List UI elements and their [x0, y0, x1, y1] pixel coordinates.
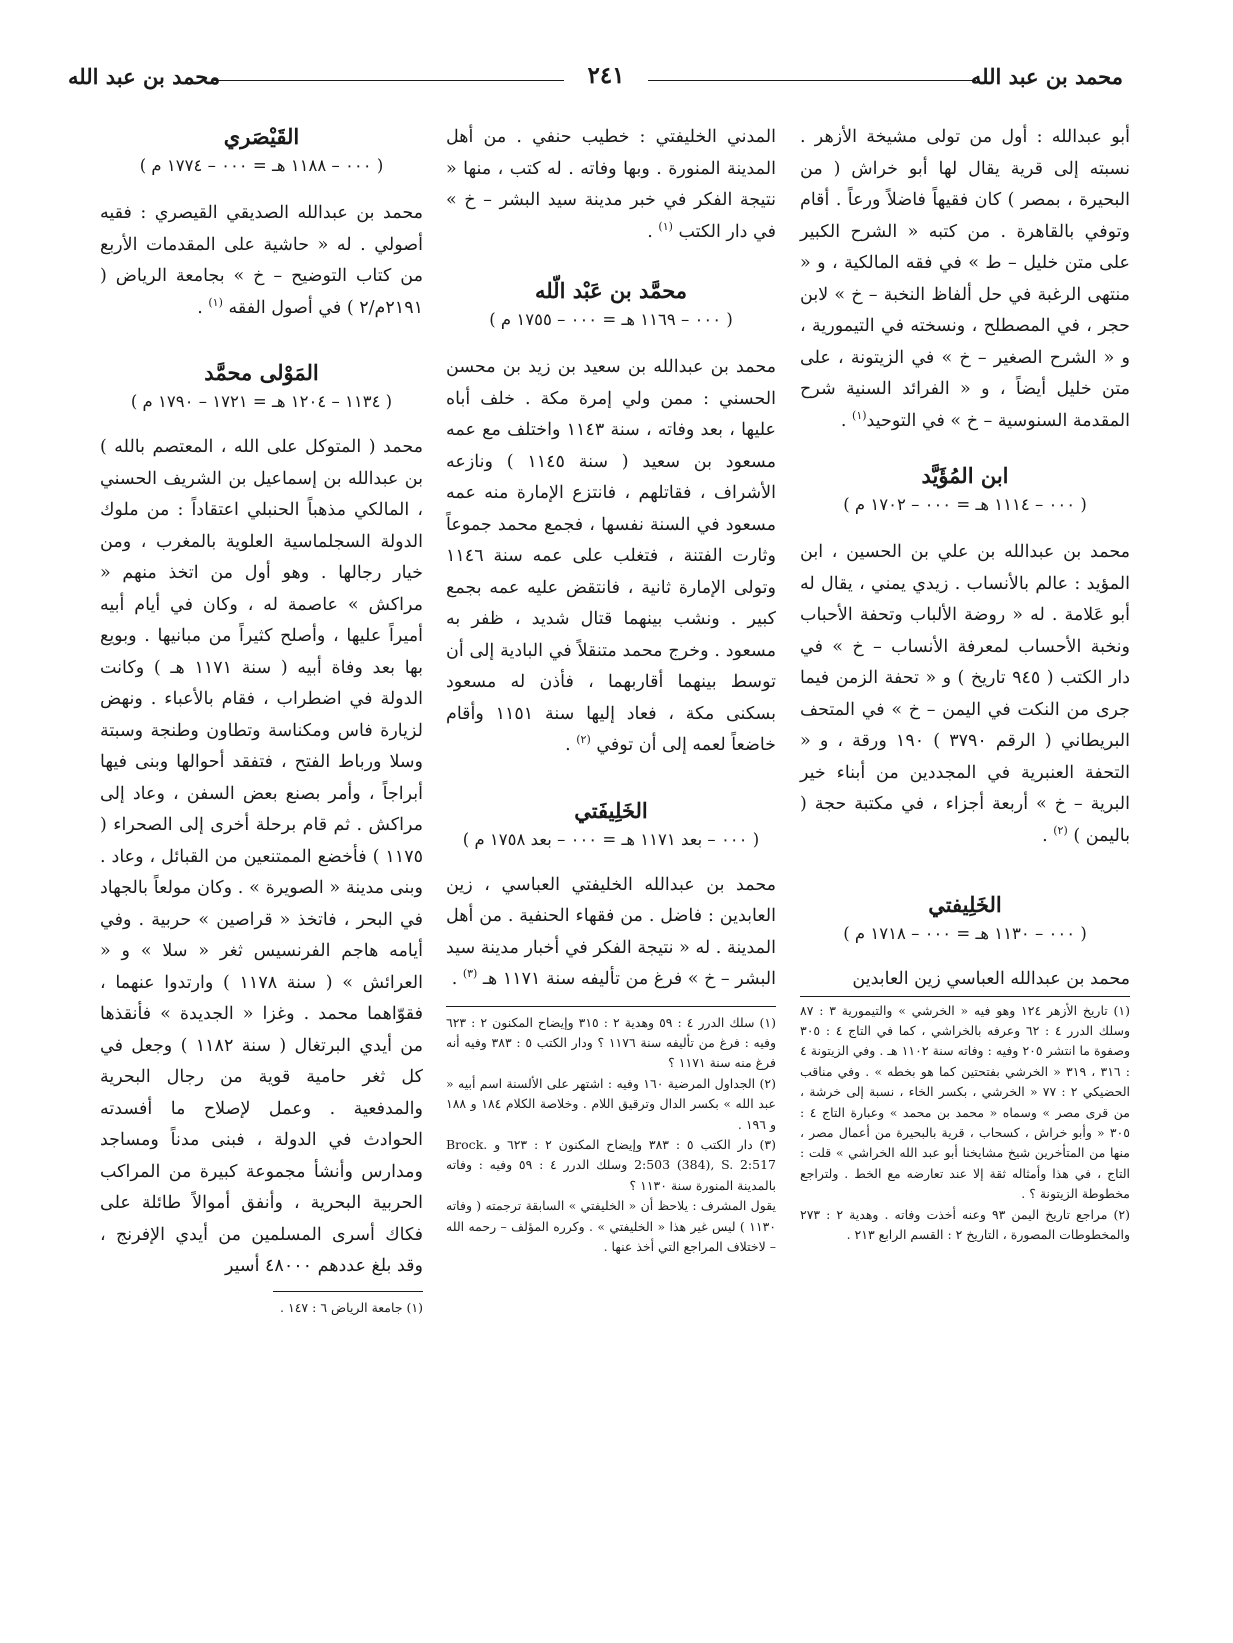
header-rule-right [648, 80, 976, 81]
editor-note: يقول المشرف : يلاحظ أن « الخليفتي » السابقة ترجمته ( وفاته ١١٣٠ ) ليس غير هذا « الخليفتي » . وكرره المؤلف – رحمه الله – لاختلاف المراجع التي أخذ عنها . [446, 1198, 776, 1254]
entry-title-muhammad-bin-abdullah: محمَّد بن عَبْد الّله [534, 278, 688, 303]
entry-title-alqaysari: القَيْصَري [223, 124, 300, 149]
entry-text-alkhalifati-2: محمد بن عبدالله الخليفتي العباسي ، زين العابدين : فاضل . من فقهاء الحنفية . من أهل المدينة . له « نتيجة الفكر في أخبار مدينة سيد البشر – خ » فرغ من تأليفه سنة ١١٧١ هـ $^{(٣)}$ . [446, 874, 776, 989]
entry-text-ibn-almuayyad: محمد بن عبدالله بن علي بن الحسين ، ابن المؤيد : عالم بالأنساب . زيدي يمني ، يقال له أبو عَلامة . له « روضة الألباب وتحفة الأحباب ونخبة الأحساب لمعرفة الأنساب – خ » في دار الكتب ( ٩٤٥ تاريخ ) و « تحفة الزمن فيما جرى من النكت في اليمن – خ » في المتحف البريطاني ( الرقم ٣٧٩٠ ) ١٩٠ ورقة ، و « التحفة العنبرية في المجددين من أبناء خير البرية – خ » أربعة أجزاء ، في مكتبة حجة ( باليمن ) $^{(٢)}$ . [800, 542, 1130, 846]
right-column [800, 122, 1130, 1245]
entry-title-ibn-almuayyad: ابن المُؤَيَّد [921, 463, 1009, 488]
entry-dates-ibn-almuayyad: ( ٠٠٠ – ١١١٤ هـ = ٠٠٠ – ١٧٠٢ م ) [843, 495, 1087, 514]
entry-dates-alkhalifati: ( ٠٠٠ – ١١٣٠ هـ = ٠٠٠ – ١٧١٨ م ) [843, 924, 1087, 943]
left-column [100, 122, 423, 1318]
middle-column [446, 122, 776, 1257]
entry-text-alqaysari: محمد بن عبدالله الصديقي القيصري : فقيه أصولي . له « حاشية على المقدمات الأربع من كتاب التوضيح – خ » بجامعة الرياض ( ٢١٩١م/٢ ) في أصول الفقه $^{(١)}$ . [100, 203, 423, 318]
page-number: ٢٤١ [587, 62, 625, 89]
entry-continuation-text: أبو عبدالله : أول من تولى مشيخة الأزهر . نسبته إلى قرية يقال لها أبو خراش ( من البحيرة ، بمصر ) كان فقيهاً فاضلاً ورعاً . أقام وتوفي بالقاهرة . من كتبه « الشرح الكبير على متن خليل – ط » في فقه المالكية ، و « منتهى الرغبة في حل ألفاظ النخبة – خ » لابن حجر ، في المصطلح ، ونسخته في التيمورية ، و « الشرح الصغير – خ » في الزيتونة ، على متن خليل أيضاً ، و « الفرائد السنية شرح المقدمة السنوسية – خ » في التوحيد$^{(١)}$ . [800, 127, 1130, 431]
entry-dates-muhammad-bin-abdullah: ( ٠٠٠ – ١١٦٩ هـ = ٠٠٠ – ١٧٥٥ م ) [489, 310, 733, 329]
entry-continuation-text: المدني الخليفتي : خطيب حنفي . من أهل المدينة المنورة . وبها وفاته . له كتب ، منها « نتيجة الفكر في خبر مدينة سيد البشر – خ » في دار الكتب $^{(١)}$ . [446, 127, 776, 242]
entry-title-alkhalifati: الخَلِيفتي [928, 892, 1002, 917]
entry-dates-alqaysari: ( ٠٠٠ – ١١٨٨ هـ = ٠٠٠ – ١٧٧٤ م ) [139, 156, 384, 175]
entry-title-almawla-muhammad: المَوْلى محمَّد [204, 360, 319, 385]
footnotes-middle [446, 1013, 776, 1258]
footnote-rule [446, 1006, 776, 1007]
entry-dates-alkhalifati-2: ( ٠٠٠ – بعد ١١٧١ هـ = ٠٠٠ – بعد ١٧٥٨ م ) [462, 829, 760, 849]
entry-text-muhammad-bin-abdullah: محمد بن عبدالله بن سعيد بن زيد بن محسن الحسني : ممن ولي إمرة مكة . خلف أباه عليها ، بعد وفاته ، سنة ١١٤٣ واختلف مع عمه مسعود بن سعيد ( سنة ١١٤٥ ) ونازعه الأشراف ، فقاتلهم ، فانتزع الإمارة منه عمه مسعود في السنة نفسها ، فجمع محمد جموعاً وثارت الفتنة ، فتغلب على عمه سنة ١١٤٦ وتولى الإمارة ثانية ، فانتقض عليه عمه بجمع كبير . ونشب بينهما قتال شديد ، ظفر به مسعود . وخرج محمد متنقلاً في البادية إلى أن توسط بينهما أقاربهما ، فأذن له مسعود بسكنى مكة ، فعاد إليها سنة ١١٥١ وأقام خاضعاً لعمه إلى أن توفي $^{(٢)}$ . [446, 357, 776, 755]
entry-text-alkhalifati: محمد بن عبدالله العباسي زين العابدين [852, 969, 1130, 989]
header-title-left: محمد بن عبد الله [68, 64, 221, 89]
running-header [68, 58, 1123, 102]
entry-title-alkhalifati-2: الخَلِيفَتي [574, 797, 648, 823]
footnote-1: (١) سلك الدرر ٤ : ٥٩ وهدية ٢ : ٣١٥ وإيضاح المكنون ٢ : ٦٢٣ وفيه : فرغ من تأليفه سنة ١١٧٦ ؟ ودار الكتب ٥ : ٣٨٣ وفيه أنه فرغ منه سنة ١١٧١ ؟ [446, 1014, 777, 1071]
footnote-2: (٢) الجداول المرضية ١٦٠ وفيه : اشتهر على الألسنة اسم أبيه « عبد الله » بكسر الدال وترقيق اللام . وخلاصة الكلام ١٨٤ و ١٨٨ و ١٩٦ . [446, 1075, 776, 1132]
header-rule-left [214, 80, 564, 81]
entry-text-almawla-muhammad: محمد ( المتوكل على الله ، المعتصم بالله ) بن عبدالله بن إسماعيل بن الشريف الحسني ، المالكي مذهباً الحنبلي اعتقاداً : من ملوك الدولة السجلماسية العلوية بالمغرب ، ومن خيار رجالها . وهو أول من اتخذ منهم « مراكش » عاصمة له ، وكان في أيام أبيه أميراً عليها ، وأصلح كثيراً من مبانيها . وبويع بها بعد وفاة أبيه ( سنة ١١٧١ هـ ) وكانت الدولة في اضطراب ، فقام بالأعباء . ونهض لزيارة فاس ومكناسة وتطاون وطنجة وسبتة وسلا ورباط الفتح ، فتفقد أحوالها وبنى فيها أبراجاً ، وأمر بصنع بعض السفن ، وعاد إلى مراكش . ثم قام برحلة أخرى إلى الصحراء ( ١١٧٥ ) فأخضع الممتنعين من القبائل ، وعاد . وبنى مدينة « الصويرة » . وكان مولعاً بالجهاد في البحر ، فاتخذ « قراصين » حربية . وفي أيامه هاجم الفرنسيس ثغر « سلا » و « العرائش » ( سنة ١١٧٨ ) وارتدوا عنهما ، فقوّاهما محمد . وغزا « الجديدة » فأنقذها من أيدي البرتغال ( سنة ١١٨٢ ) وجعل في كل ثغر حامية قوية من رجال البحرية والمدفعية . وعمل لإصلاح ما أفسدته الحوادث في الدولة ، فبنى مدناً ومساجد ومدارس وأنشأ مجموعة كبيرة من المراكب الحربية البحرية ، وأنفق أموالاً طائلة على فكاك أسرى المسلمين من أيدي الإفرنج ، وقد بلغ عددهم ٤٨٠٠٠ أسير [100, 437, 423, 1276]
footnote-2: (٢) مراجع تاريخ اليمن ٩٣ وعنه أخذت وفاته . وهدية ٢ : ٢٧٣ والمخطوطات المصورة ، التاريخ ٢ : القسم الرابع ٢١٣ . [800, 1206, 1130, 1242]
footnote-3: (٣) دار الكتب ٥ : ٣٨٣ وإيضاح المكنون ٢ : ٦٢٣ و Brock. 2:503 (384), S. 2:517 وسلك الدرر ٤ : ٥٩ وفيه : وفاته بالمدينة المنورة سنة ١١٣٠ ؟ [446, 1136, 776, 1193]
footnote-1: (١) جامعة الرياض ٦ : ١٤٧ . [280, 1299, 423, 1315]
footnote-rule [273, 1291, 423, 1292]
entry-dates-almawla-muhammad: ( ١١٣٤ – ١٢٠٤ هـ = ١٧٢١ – ١٧٩٠ م ) [130, 392, 393, 411]
footnotes-left [100, 1298, 423, 1318]
header-title-right: محمد بن عبد الله [970, 64, 1123, 89]
footnote-1: (١) تاريخ الأزهر ١٢٤ وهو فيه « الخرشي » والتيمورية ٣ : ٨٧ وسلك الدرر ٤ : ٦٢ وعرفه بالخراشي ، كما في التاج ٤ : ٣٠٥ وصفوة ما انتشر ٢٠٥ وفيه : وفاته سنة ١١٠٢ هـ . وفي الزيتونة ٤ : ٣١٦ ، ٣١٩ « الخرشي بفتحتين كما هو بخطه » . وفي مناقب الحضيكي ٢ : ٧٧ « الخرشي ، بكسر الخاء ، نسبة إلى خرشة ، من قرى مصر » وسماه « محمد بن محمد » وعبارة التاج ٤ : ٣٠٥ « وأبو خراش ، كسحاب ، قرية بالبحيرة من أعمال مصر ، منها من المتأخرين شيخ مشايخنا أبو عبد الله الخراشي » قلت : التاج ، في هذا وأمثاله ثقة إلا عند تعارضه مع الخط . ولتراجع مخطوطة الزيتونة ؟ . [800, 1002, 1131, 1202]
footnote-latin-reference: Brock. 2:503 (384), S. 2:517 [446, 1136, 776, 1173]
footnote-rule [800, 996, 1130, 997]
footnotes-right [800, 1001, 1130, 1246]
